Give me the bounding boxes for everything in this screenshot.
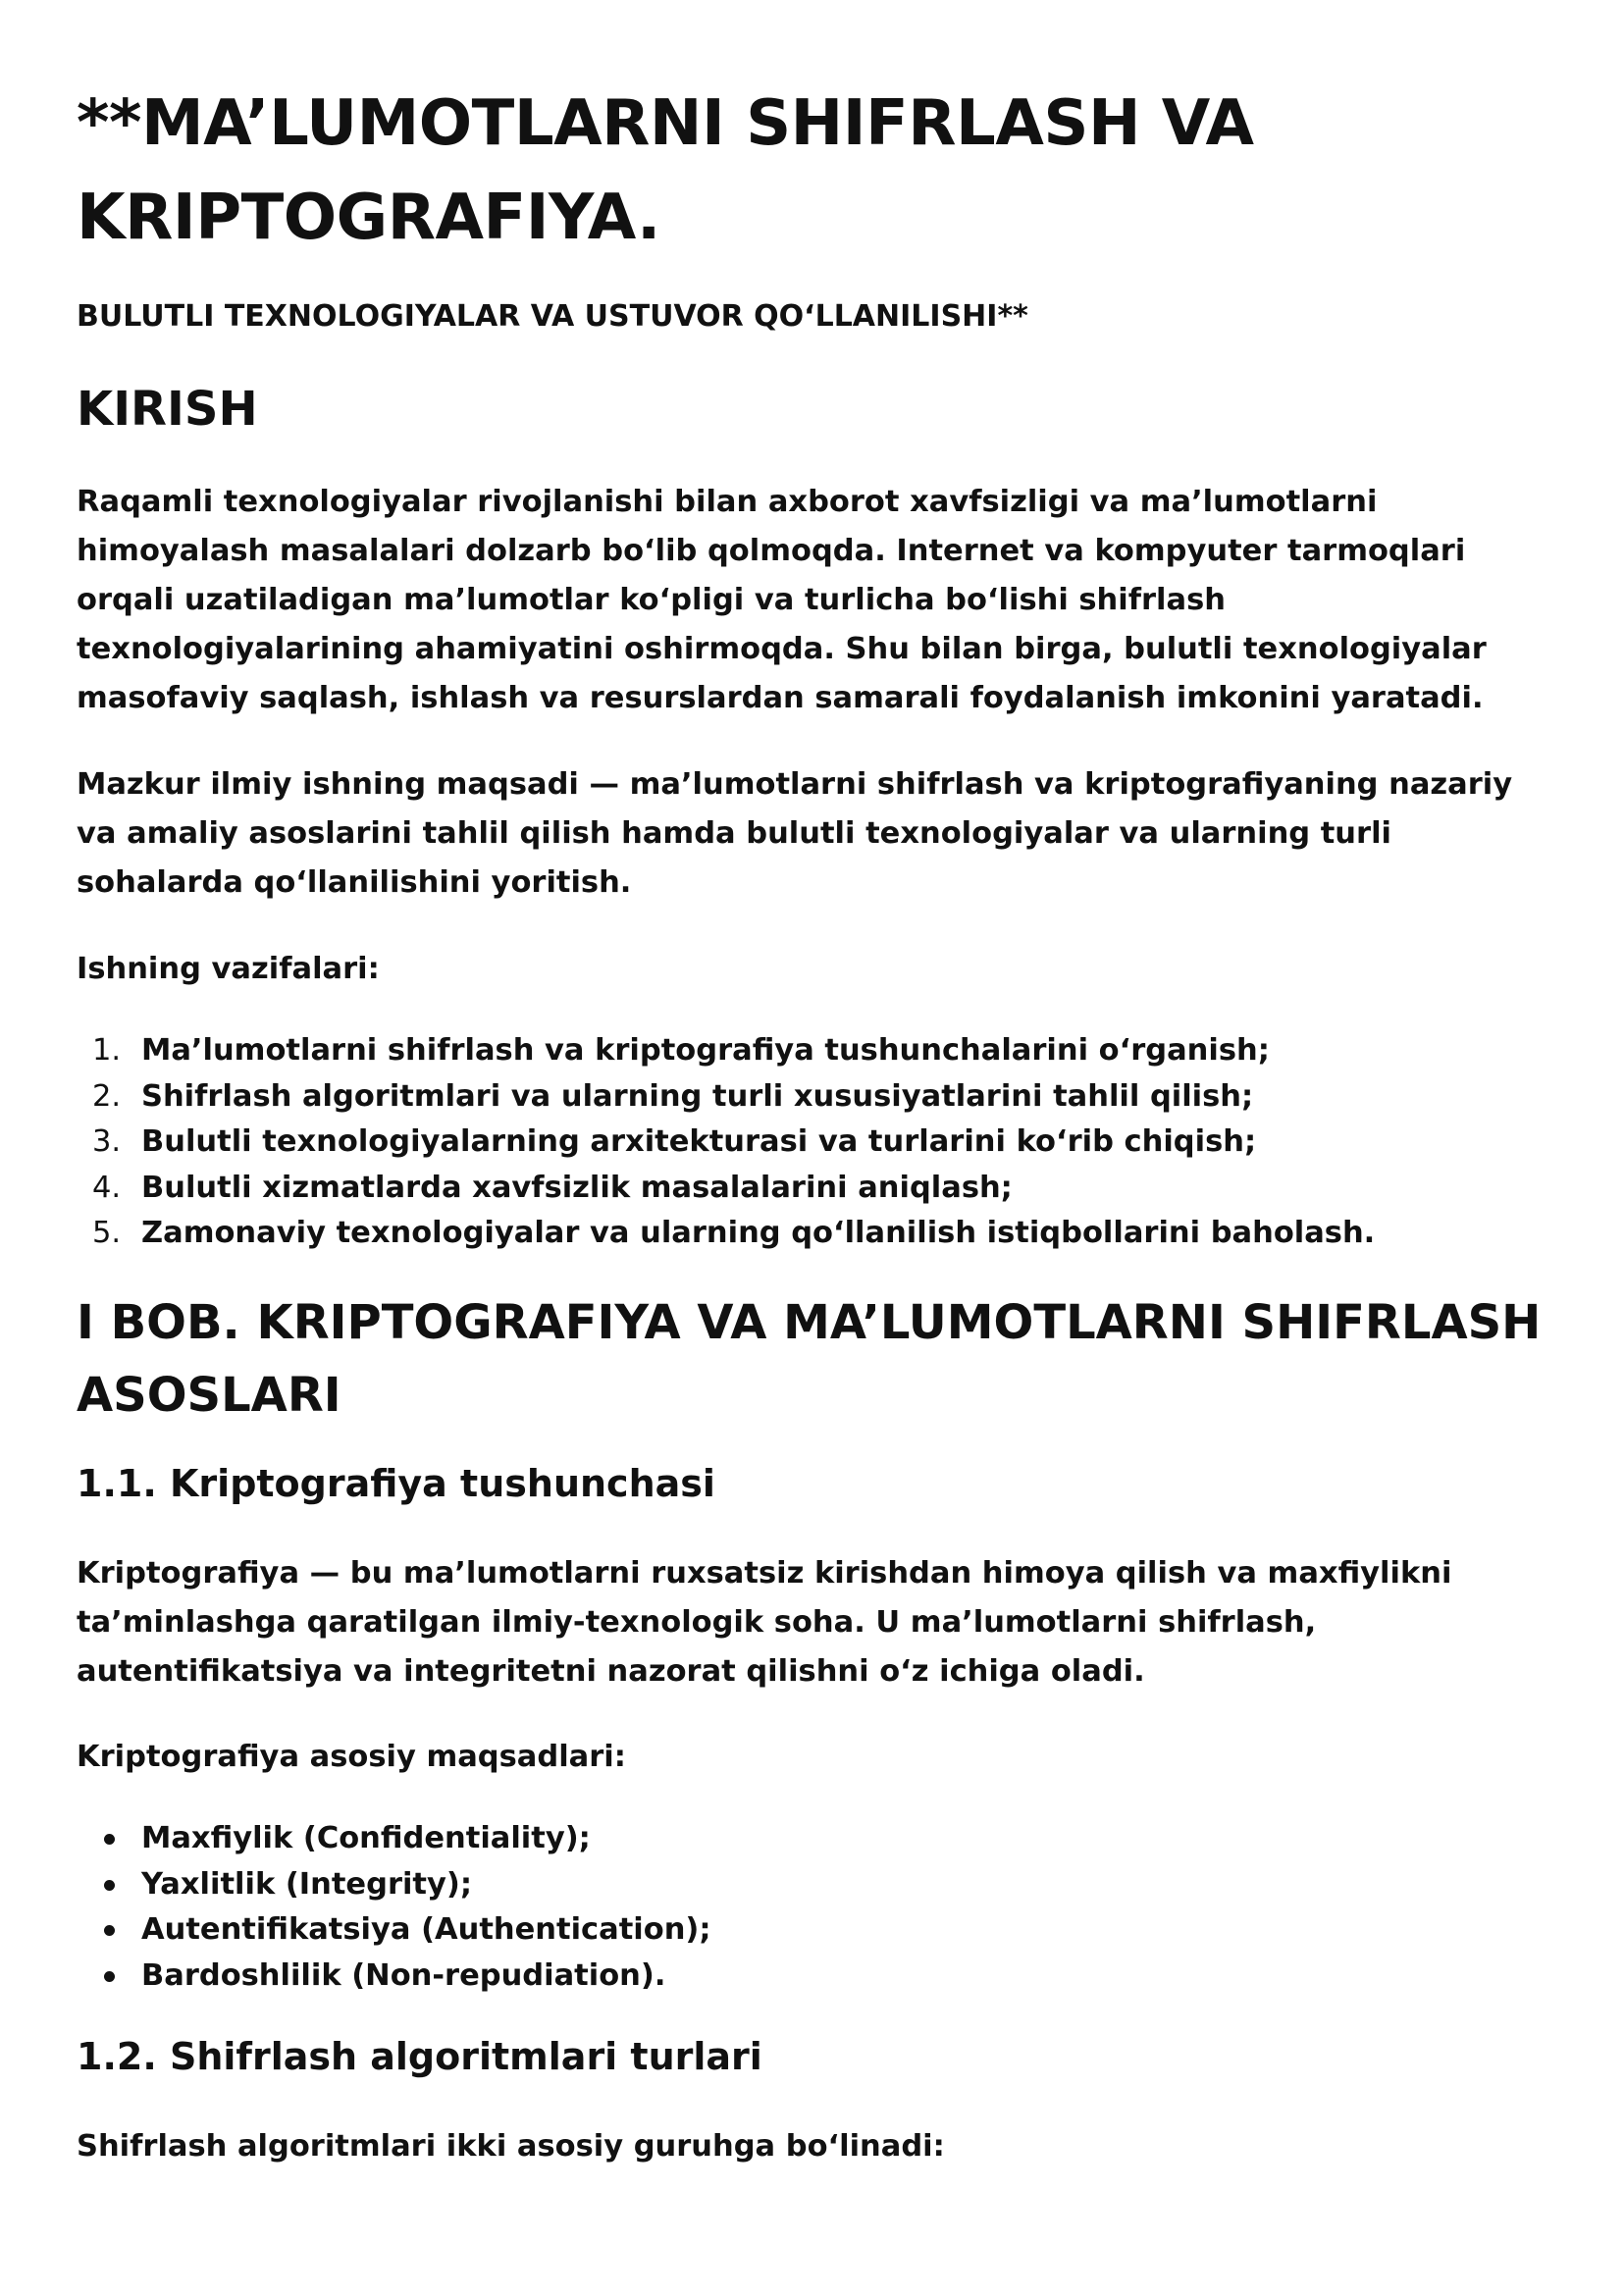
list-item-text: Zamonaviy texnologiyalar va ularning qo‘llanilish istiqbollarini baholash. [141,1216,1376,1250]
list-number: 1. [92,1033,122,1068]
list-item [77,1907,1553,1954]
list-number: 3. [92,1124,122,1159]
list-item-text: Ma’lumotlarni shifrlash va kriptografiya tushunchalarini o‘rganish; [141,1033,1270,1068]
list-item-text: Bulutli texnologiyalarning arxitekturasi va turlarini ko‘rib chiqish; [141,1124,1257,1159]
list-item [77,1166,1553,1212]
bullet-icon [104,1834,115,1845]
intro-paragraph-2: Mazkur ilmiy ishning maqsadi — ma’lumotlarni shifrlash va kriptografiyaning nazariy va amaliy asoslarini tahlil qilish hamda bulutli texnologiyalar va ularning turli sohalarda qo‘llanilishini yoritish. [77,767,1513,900]
list-item-text: Bardoshlilik (Non-repudiation). [141,1957,666,1993]
bullet-icon [104,1880,115,1891]
tasks-label: Ishning vazifalari: [77,952,380,986]
list-item-text: Autentifikatsiya (Authentication); [141,1912,711,1947]
bullet-icon [104,1971,115,1982]
list-item [77,1954,1553,2000]
list-item-text: Yaxlitlik (Integrity); [141,1866,473,1902]
chapter-1-heading: I BOB. KRIPTOGRAFIYA VA MA’LUMOTLARNI SHIFRLASH ASOSLARI [77,1295,1542,1423]
list-item-text: Maxfiylik (Confidentiality); [141,1821,591,1855]
intro-paragraph-1: Raqamli texnologiyalar rivojlanishi bilan axborot xavfsizligi va ma’lumotlarni himoyalash masalalari dolzarb bo‘lib qolmoqda. Internet va kompyuter tarmoqlari orqali uzatiladigan ma’lumotlar ko‘pligi va turlicha bo‘lishi shifrlash texnologiyalarining ahamiyatini oshirmoqda. Shu bilan birga, bulutli texnologiyalar masofaviy saqlash, ishlash va resurslardan samarali foydalanish imkonini yaratadi. [77,485,1487,715]
document-subtitle: BULUTLI TEXNOLOGIYALAR VA USTUVOR QO‘LLANILISHI** [77,299,1028,334]
list-item-text: Bulutli xizmatlarda xavfsizlik masalalarini aniqlash; [141,1170,1013,1205]
list-number: 4. [92,1170,122,1205]
list-item [77,1816,1553,1862]
list-item [77,1028,1553,1074]
intro-heading: KIRISH [77,382,258,437]
list-item [77,1120,1553,1166]
bullet-icon [104,1925,115,1936]
tasks-list [77,1028,1553,1257]
section-1-2-heading: 1.2. Shifrlash algoritmlari turlari [77,2035,762,2078]
list-item [77,1862,1553,1908]
goals-label: Kriptografiya asosiy maqsadlari: [77,1740,626,1774]
section-1-2-paragraph: Shifrlash algoritmlari ikki asosiy guruhga bo‘linadi: [77,2129,945,2164]
goals-list [77,1816,1553,1999]
list-item [77,1074,1553,1121]
section-1-1-heading: 1.1. Kriptografiya tushunchasi [77,1462,715,1505]
section-1-1-paragraph: Kriptografiya — bu ma’lumotlarni ruxsatsiz kirishdan himoya qilish va maxfiylikni ta’minlashga qaratilgan ilmiy-texnologik soha. U ma’lumotlarni shifrlash, autentifikatsiya va integritetni nazorat qilishni o‘z ichiga oladi. [77,1556,1452,1689]
list-item-text: Shifrlash algoritmlari va ularning turli xususiyatlarini tahlil qilish; [141,1078,1254,1114]
list-number: 5. [92,1216,122,1250]
list-item [77,1211,1553,1257]
list-number: 2. [92,1078,122,1114]
document-title: **MA’LUMOTLARNI SHIFRLASH VA KRIPTOGRAFIYA. [77,87,1254,254]
